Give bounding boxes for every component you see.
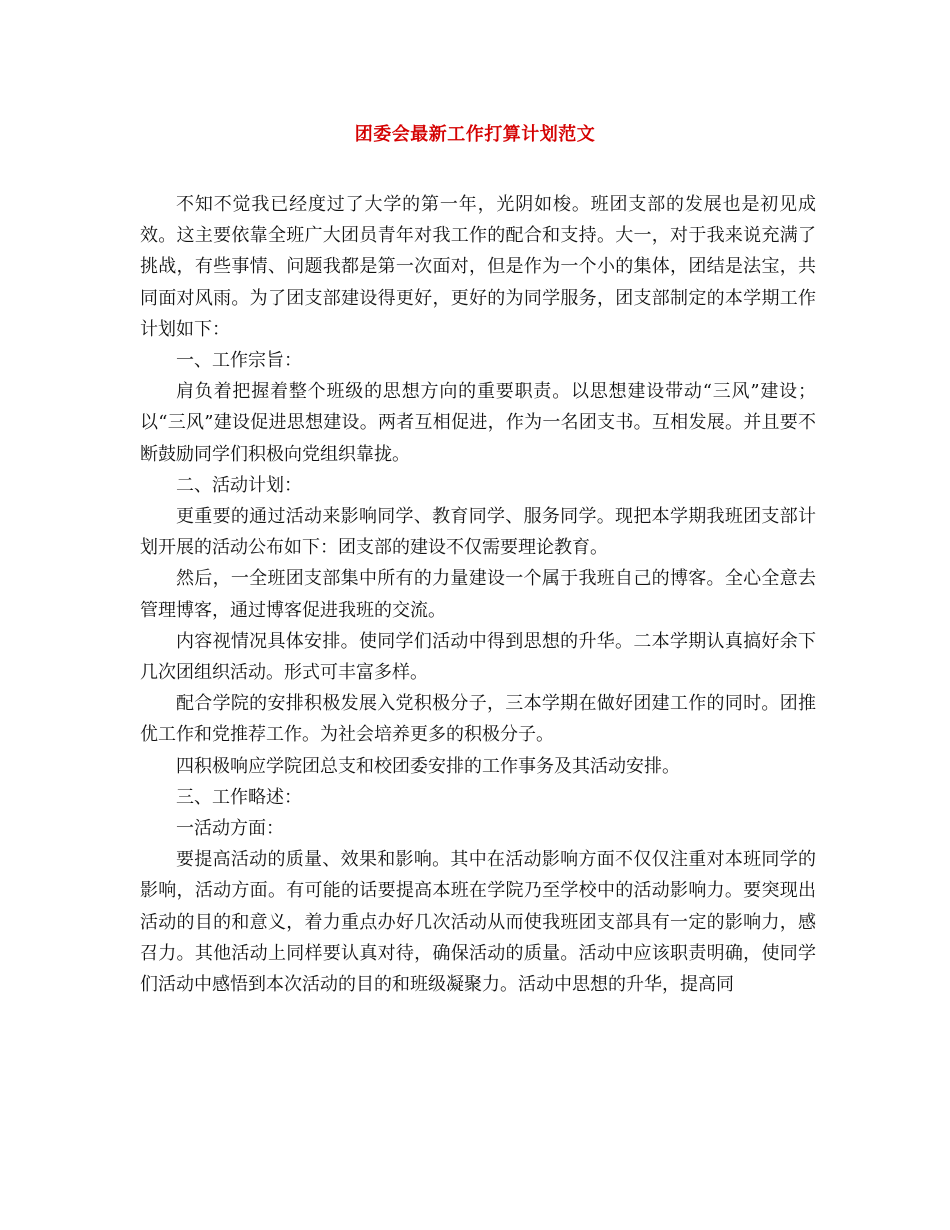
- paragraph-purpose: 肩负着把握着整个班级的思想方向的重要职责。以思想建设带动“三风”建设；以“三风”建设促进思想建设。两者互相促进，作为一名团支书。互相发展。并且要不断鼓励同学们积极向党组织靠拢。: [140, 381, 816, 465]
- paragraph-activity-quality: 要提高活动的质量、效果和影响。其中在活动影响方面不仅仅注重对本班同学的影响，活动方面。有可能的话要提高本班在学院乃至学校中的活动影响力。要突现出活动的目的和意义，着力重点办好几次活动从而使我班团支部具有一定的影响力，感召力。其他活动上同样要认真对待，确保活动的质量。活动中应该职责明确，使同学们活动中感悟到本次活动的目的和班级凝聚力。活动中思想的升华，提高同: [140, 849, 816, 996]
- document-title: 团委会最新工作打算计划范文: [354, 124, 596, 145]
- paragraph-blog: 然后，一全班团支部集中所有的力量建设一个属于我班自己的博客。全心全意去管理博客，通过博客促进我班的交流。: [140, 568, 816, 621]
- paragraph-party-development: 配合学院的安排积极发展入党积极分子，三本学期在做好团建工作的同时。团推优工作和党推荐工作。为社会培养更多的积极分子。: [140, 693, 816, 746]
- document-body: [140, 189, 816, 1000]
- paragraph-content-arrangement: 内容视情况具体安排。使同学们活动中得到思想的升华。二本学期认真搞好余下几次团组织活动。形式可丰富多样。: [140, 630, 816, 684]
- subsection-heading-activities: 一活动方面：: [176, 818, 284, 840]
- paragraph-activity-plan: 更重要的通过活动来影响同学、教育同学、服务同学。现把本学期我班团支部计划开展的活动公布如下：团支部的建设不仅需要理论教育。: [140, 506, 816, 559]
- section-heading-activity-plan: 二、活动计划：: [176, 474, 302, 496]
- paragraph-intro: 不知不觉我已经度过了大学的第一年，光阴如梭。班团支部的发展也是初见成效。这主要依靠全班广大团员青年对我工作的配合和支持。大一，对于我来说充满了挑战，有些事情、问题我都是第一次面对，但是作为一个小的集体，团结是法宝，共同面对风雨。为了团支部建设得更好，更好的为同学服务，团支部制定的本学期工作计划如下：: [140, 194, 816, 340]
- section-heading-work-summary: 三、工作略述：: [176, 786, 302, 808]
- section-heading-purpose: 一、工作宗旨：: [176, 350, 302, 372]
- paragraph-respond: 四积极响应学院团总支和校团委安排的工作事务及其活动安排。: [176, 755, 680, 777]
